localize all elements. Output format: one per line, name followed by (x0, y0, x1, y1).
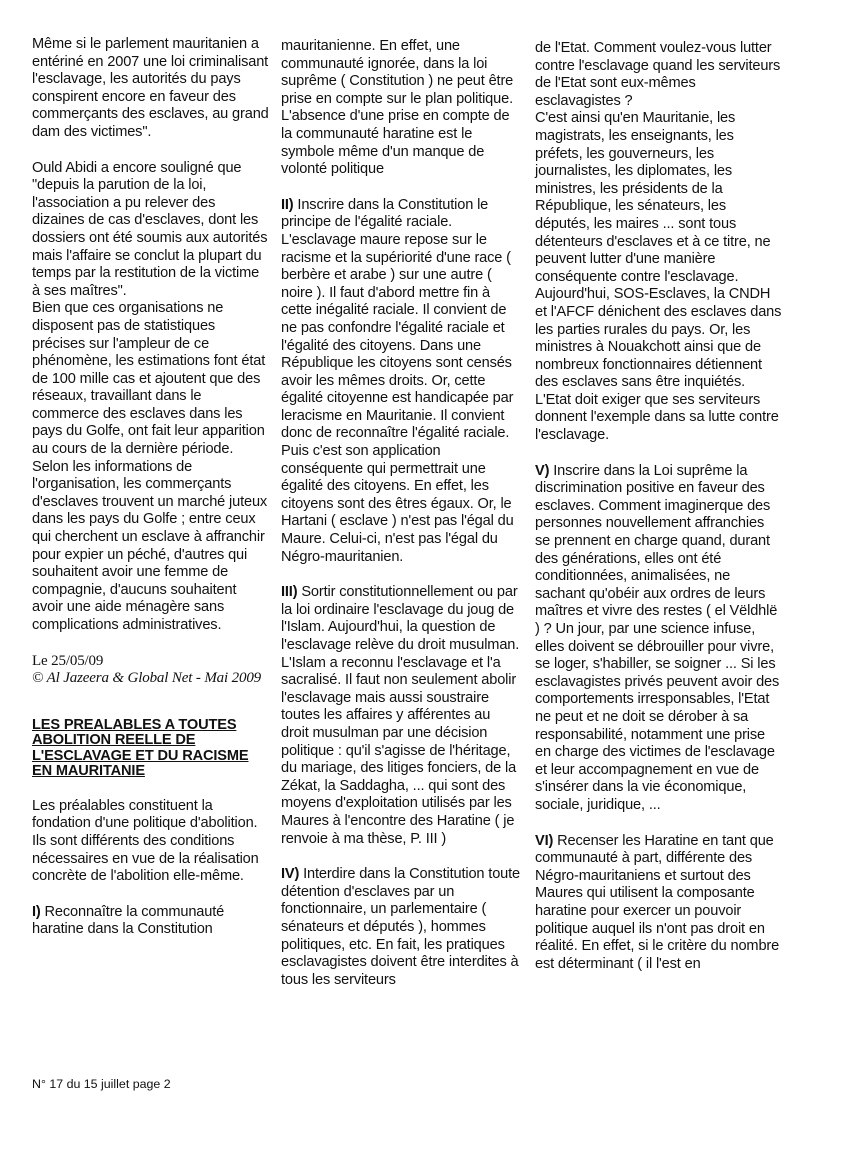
article-source: © Al Jazeera & Global Net - Mai 2009 (32, 670, 262, 687)
paragraph (535, 463, 783, 815)
item-number: I) (32, 903, 41, 920)
column-2 (281, 38, 521, 989)
paragraph (32, 904, 270, 939)
paragraph: Même si le parlement mauritanien a entériné en 2007 une loi criminalisant l'esclavage, les autorités du pays conspirent encore en faveur des commerçants des esclaves, au grand dam des victimes". (32, 36, 269, 140)
article-date: Le 25/05/09 (32, 652, 104, 669)
column-3 (535, 40, 783, 973)
item-text: Recenser les Haratine en tant que communauté à part, différente des Négro-mauritaniens et surtout des Maures qui utilisent la composante haratine pour exercer un pouvoir politique auquel ils n'ont pas droit en réalité. En effet, si le critère du nombre est déterminant ( il l'est en (535, 832, 780, 972)
paragraph (535, 833, 783, 974)
paragraph: Ould Abidi a encore souligné que "depuis la parution de la loi, l'association a pu relever des dizaines de cas d'esclaves, dont les dossiers ont été soumis aux autorités mais l'affaire se conclut la plupart du temps par la restitution de la victime à ses maîtres". (32, 159, 268, 299)
item-number: V) (535, 462, 550, 479)
item-text: Reconnaître la communauté haratine dans la Constitution (32, 903, 225, 938)
item-text: Sortir constitutionnellement ou par la loi ordinaire l'esclavage du joug de l'Islam. Aujourd'hui, la question de l'esclavage relève du droit musulman. L'Islam a reconnu l'esclavage et l'a sacralisé. Il faut non seulement abolir l'esclavage mais aussi soustraire toutes les affaires y afférentes au droit musulman par une décision politique : qu'il s'agisse de l'héritage, du mariage, des litiges fonciers, de la Zékat, la Saddagha, ... qui sont des moyens d'exploitation utilisés par les Maures à l'encontre des Haratine ( je renvoie à ma thèse, P. III ) (281, 584, 520, 847)
paragraph (281, 866, 521, 989)
item-text: Inscrire dans la Constitution le principe de l'égalité raciale. L'esclavage maure repose sur le racisme et la supériorité d'une race ( berbère et arabe ) sur une autre ( noire ). Il faut d'abord mettre fin à cette inégalité raciale. Il convient de ne pas confondre l'égalité raciale et l'égalité des citoyens. Dans une République les citoyens sont censés avoir les mêmes droits. Or, cette égalité citoyenne est handicapée par leracisme en Mauritanie. Il convient donc de reconnaître l'égalité raciale. Puis c'est son application conséquente qui permettrait une égalité des citoyens. En effet, les citoyens sont des êtres égaux. Or, le Hartani ( esclave ) n'est pas l'égal du Maure. Celui-ci, n'est pas l'égal du Négro-mauritanien. (281, 196, 514, 565)
column-1 (32, 36, 270, 939)
item-number: IV) (281, 866, 300, 883)
section-title: LES PREALABLES A TOUTES ABOLITION REELLE DE L'ESCLAVAGE ET DU RACISME EN MAURITANIE (32, 716, 249, 780)
paragraph: Selon les informations de l'organisation, les commerçants d'esclaves trouvent un marché juteux dans les pays du Golfe ; entre ceux qui cherchent un esclave à affranchir pour expier un péché, d'autres qui souhaitent avoir une femme de compagnie, d'aucuns souhaitent avoir une aide ménagère sans complications administratives. (32, 458, 268, 633)
item-text: Interdire dans la Constitution toute détention d'esclaves par un fonctionnaire, un parlementaire ( sénateurs et députés ), hommes politiques, etc. En fait, les pratiques esclavagistes doivent être interdites à tous les serviteurs (281, 866, 520, 988)
paragraph (281, 197, 521, 566)
paragraph: Bien que ces organisations ne disposent pas de statistiques précises sur l'ampleur de ce phénomène, les estimations font état de 100 mille cas et ajoutent que des réseaux, travaillant dans le commerce des esclaves dans les pays du Golfe, ont fait leur apparition au cours de la dernière période. (32, 300, 266, 458)
item-number: II) (281, 196, 294, 213)
paragraph: mauritanienne. En effet, une communauté ignorée, dans la loi suprême ( Constitution ) ne peut être prise en compte sur le plan politique. L'absence d'une prise en compte de la communauté haratine est le symbole même d'un manque de volonté politique (281, 38, 514, 178)
item-text: Inscrire dans la Loi suprême la discrimination positive en faveur des esclaves. Comment imaginerque des personnes nouvellement affranchies se prennent en charge quand, durant des générations, elles ont été conditionnées, animalisées, ne sachant qu'obéir aux ordres de leurs maîtres et vivre des restes ( el Vëldhlë ) ? Un jour, par une science infuse, elles doivent se débrouiller pour vivre, se loger, s'habiller, se soigner ... Si les esclavagistes privés peuvent avoir des comportements irresponsables, l'Etat ne peut et ne doit se dérober à sa responsabilité, notamment une prise en charge des victimes de l'esclavage et leur accompagnement en vue de s'insérer dans la vie économique, sociale, juridique, ... (535, 462, 780, 813)
paragraph: de l'Etat. Comment voulez-vous lutter contre l'esclavage quand les serviteurs de l'Etat sont eux-mêmes esclavagistes ? (535, 40, 781, 109)
paragraph: L'Etat doit exiger que ses serviteurs donnent l'exemple dans sa lutte contre l'esclavage. (535, 391, 779, 444)
paragraph: Les préalables constituent la fondation d'une politique d'abolition. Ils sont différents des conditions nécessaires en vue de la réalisation concrète de l'abolition elle-même. (32, 797, 259, 885)
item-number: III) (281, 584, 298, 601)
page-footer: N° 17 du 15 juillet page 2 (32, 1077, 171, 1091)
paragraph: C'est ainsi qu'en Mauritanie, les magistrats, les enseignants, les préfets, les gouverneurs, les journalistes, les diplomates, les ministres, les présidents de la République, les sénateurs, les députés, les maires ... sont tous détenteurs d'esclaves et à ce titre, ne peuvent lutter d'une manière conséquente contre l'esclavage. Aujourd'hui, SOS-Esclaves, la CNDH et l'AFCF dénichent des esclaves dans les parties rurales du pays. Or, les ministres à Nouakchott ainsi que de nombreux fonctionnaires détiennent des esclaves sans être inquiétés. (535, 110, 782, 391)
item-number: VI) (535, 832, 554, 849)
paragraph (281, 584, 521, 848)
